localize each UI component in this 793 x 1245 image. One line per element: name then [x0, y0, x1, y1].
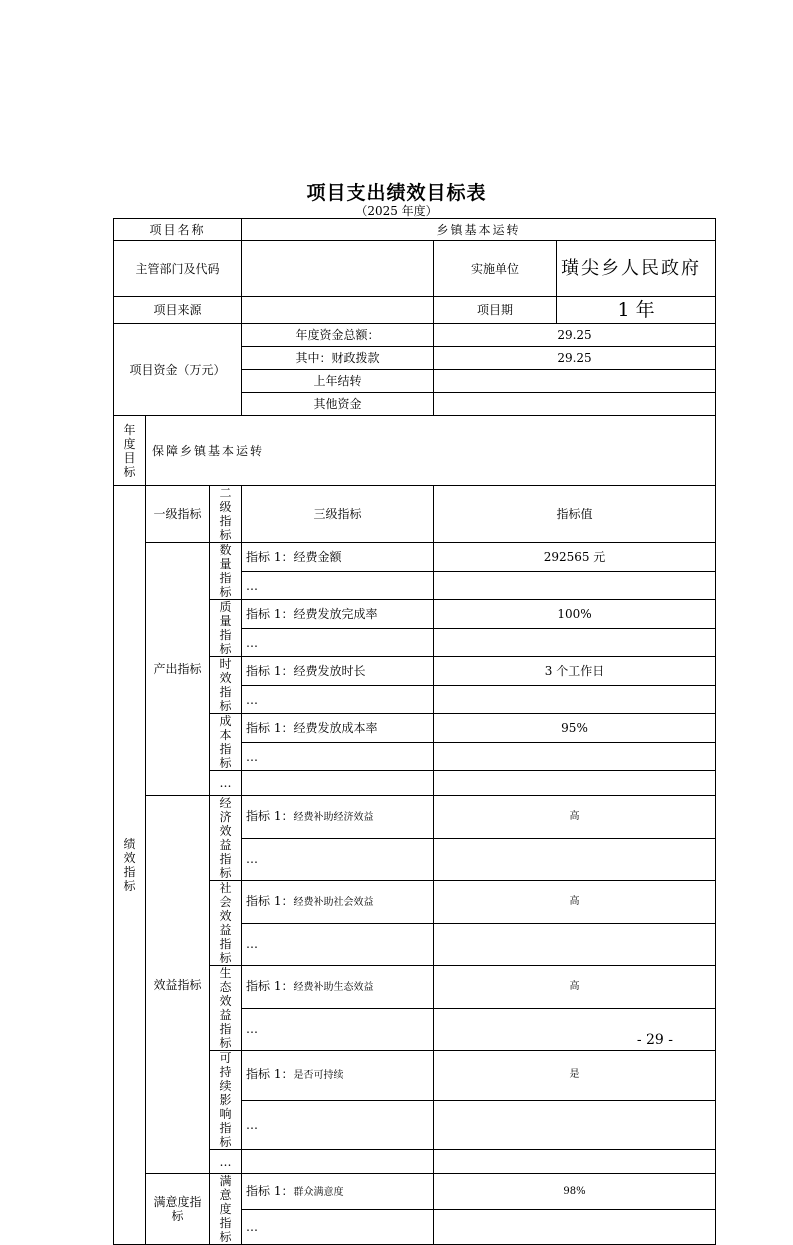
empty-value: [434, 771, 716, 796]
social-indicator-value: 高: [434, 881, 716, 924]
project-period-label: 项目期: [434, 297, 557, 324]
table-row: [114, 1174, 716, 1210]
economic-indicator-label: 经济效益指标: [210, 796, 242, 881]
table-row: [114, 796, 716, 839]
satisfaction-indicator-value: 98%: [434, 1174, 716, 1210]
header-level3: 三级指标: [242, 486, 434, 543]
page-number: - 29 -: [636, 1032, 673, 1048]
annual-goal-text: 保障乡镇基本运转: [146, 416, 716, 486]
project-period-value: 1 年: [557, 297, 716, 324]
eco-indicator-prefix: 指标 1：: [246, 978, 294, 993]
sustain-indicator-value: 是: [434, 1051, 716, 1101]
ellipsis: …: [242, 572, 434, 600]
ellipsis: …: [242, 629, 434, 657]
economic-indicator-name: 经费补助经济效益: [293, 811, 374, 823]
sustain-indicator-label: 可持续影响指标: [210, 1051, 242, 1150]
timeliness-indicator-label: 时效指标: [210, 657, 242, 714]
cost-indicator-value: 95%: [434, 714, 716, 743]
ellipsis: …: [210, 771, 242, 796]
funds-total-label: 年度资金总额：: [242, 324, 434, 347]
cost-indicator-label: 成本指标: [210, 714, 242, 771]
ellipsis: …: [242, 1008, 434, 1051]
satisfaction-level1-label: 满意度指标: [146, 1174, 210, 1245]
quantity-indicator-label: 数量指标: [210, 543, 242, 600]
sustain-indicator-prefix: 指标 1：: [246, 1067, 294, 1082]
project-source-value: [242, 297, 434, 324]
eco-indicator-value: 高: [434, 966, 716, 1009]
funds-carryover-label: 上年结转: [242, 370, 434, 393]
eco-indicator-name: 经费补助生态效益: [293, 981, 374, 993]
impl-unit-label: 实施单位: [434, 241, 557, 297]
impl-unit-value: 璜尖乡人民政府: [557, 241, 716, 297]
quality-indicator-value: 100%: [434, 600, 716, 629]
funds-carryover-value: [434, 370, 716, 393]
empty-value: [434, 1210, 716, 1245]
header-level1: 一级指标: [146, 486, 210, 543]
funds-label: 项目资金（万元）: [114, 324, 242, 416]
empty-value: [434, 629, 716, 657]
social-indicator-prefix: 指标 1：: [246, 893, 294, 908]
page-subtitle: （2025 年度）: [355, 204, 438, 218]
annual-goal-label: 年度目标: [114, 416, 146, 486]
timeliness-indicator-name: 指标 1：经费发放时长: [242, 657, 434, 686]
project-name-label: 项目名称: [114, 219, 242, 241]
dept-value: [242, 241, 434, 297]
empty-cell: [242, 771, 434, 796]
table-row: [114, 324, 716, 347]
empty-value: [434, 1008, 716, 1051]
sustain-indicator-name: 是否可持续: [293, 1070, 344, 1082]
empty-value: [434, 1150, 716, 1174]
ellipsis: …: [242, 743, 434, 771]
ellipsis: …: [242, 838, 434, 881]
table-row: [114, 543, 716, 572]
empty-value: [434, 572, 716, 600]
header-level2: 二级指标: [210, 486, 242, 543]
dept-label: 主管部门及代码: [114, 241, 242, 297]
funds-fiscal-label: 其中：财政拨款: [242, 347, 434, 370]
funds-other-label: 其他资金: [242, 393, 434, 416]
page-title: 项目支出绩效目标表: [306, 182, 487, 204]
output-indicator-label: 产出指标: [146, 543, 210, 796]
table-row: [114, 297, 716, 324]
empty-value: [434, 838, 716, 881]
funds-total-value: 29.25: [434, 324, 716, 347]
timeliness-indicator-value: 3 个工作日: [434, 657, 716, 686]
ellipsis: …: [210, 1150, 242, 1174]
economic-indicator-prefix: 指标 1：: [246, 808, 294, 823]
ellipsis: …: [242, 1100, 434, 1150]
performance-table: [113, 218, 716, 1245]
table-row: [114, 416, 716, 486]
funds-fiscal-value: 29.25: [434, 347, 716, 370]
satisfaction-indicator-name: 群众满意度: [293, 1186, 344, 1198]
empty-cell: [242, 1150, 434, 1174]
quantity-indicator-value: 292565 元: [434, 543, 716, 572]
empty-value: [434, 743, 716, 771]
ellipsis: …: [242, 1210, 434, 1245]
economic-indicator-value: 高: [434, 796, 716, 839]
cost-indicator-name: 指标 1：经费发放成本率: [242, 714, 434, 743]
empty-value: [434, 1100, 716, 1150]
social-indicator-label: 社会效益指标: [210, 881, 242, 966]
perf-indicator-label: 绩效指标: [114, 486, 146, 1245]
quality-indicator-name: 指标 1：经费发放完成率: [242, 600, 434, 629]
quality-indicator-label: 质量指标: [210, 600, 242, 657]
table-row: [114, 241, 716, 297]
project-name-value: 乡镇基本运转: [242, 219, 716, 241]
empty-value: [434, 686, 716, 714]
eco-indicator-label: 生态效益指标: [210, 966, 242, 1051]
benefit-indicator-label: 效益指标: [146, 796, 210, 1174]
social-indicator-name: 经费补助社会效益: [293, 896, 374, 908]
satisfaction-indicator-prefix: 指标 1：: [246, 1183, 294, 1198]
quantity-indicator-name: 指标 1：经费金额: [242, 543, 434, 572]
ellipsis: …: [242, 923, 434, 966]
header-value: 指标值: [434, 486, 716, 543]
table-row: [114, 486, 716, 543]
ellipsis: …: [242, 686, 434, 714]
empty-value: [434, 923, 716, 966]
funds-other-value: [434, 393, 716, 416]
table-row: [114, 219, 716, 241]
project-source-label: 项目来源: [114, 297, 242, 324]
satisfaction-level2-label: 满意度指标: [210, 1174, 242, 1245]
